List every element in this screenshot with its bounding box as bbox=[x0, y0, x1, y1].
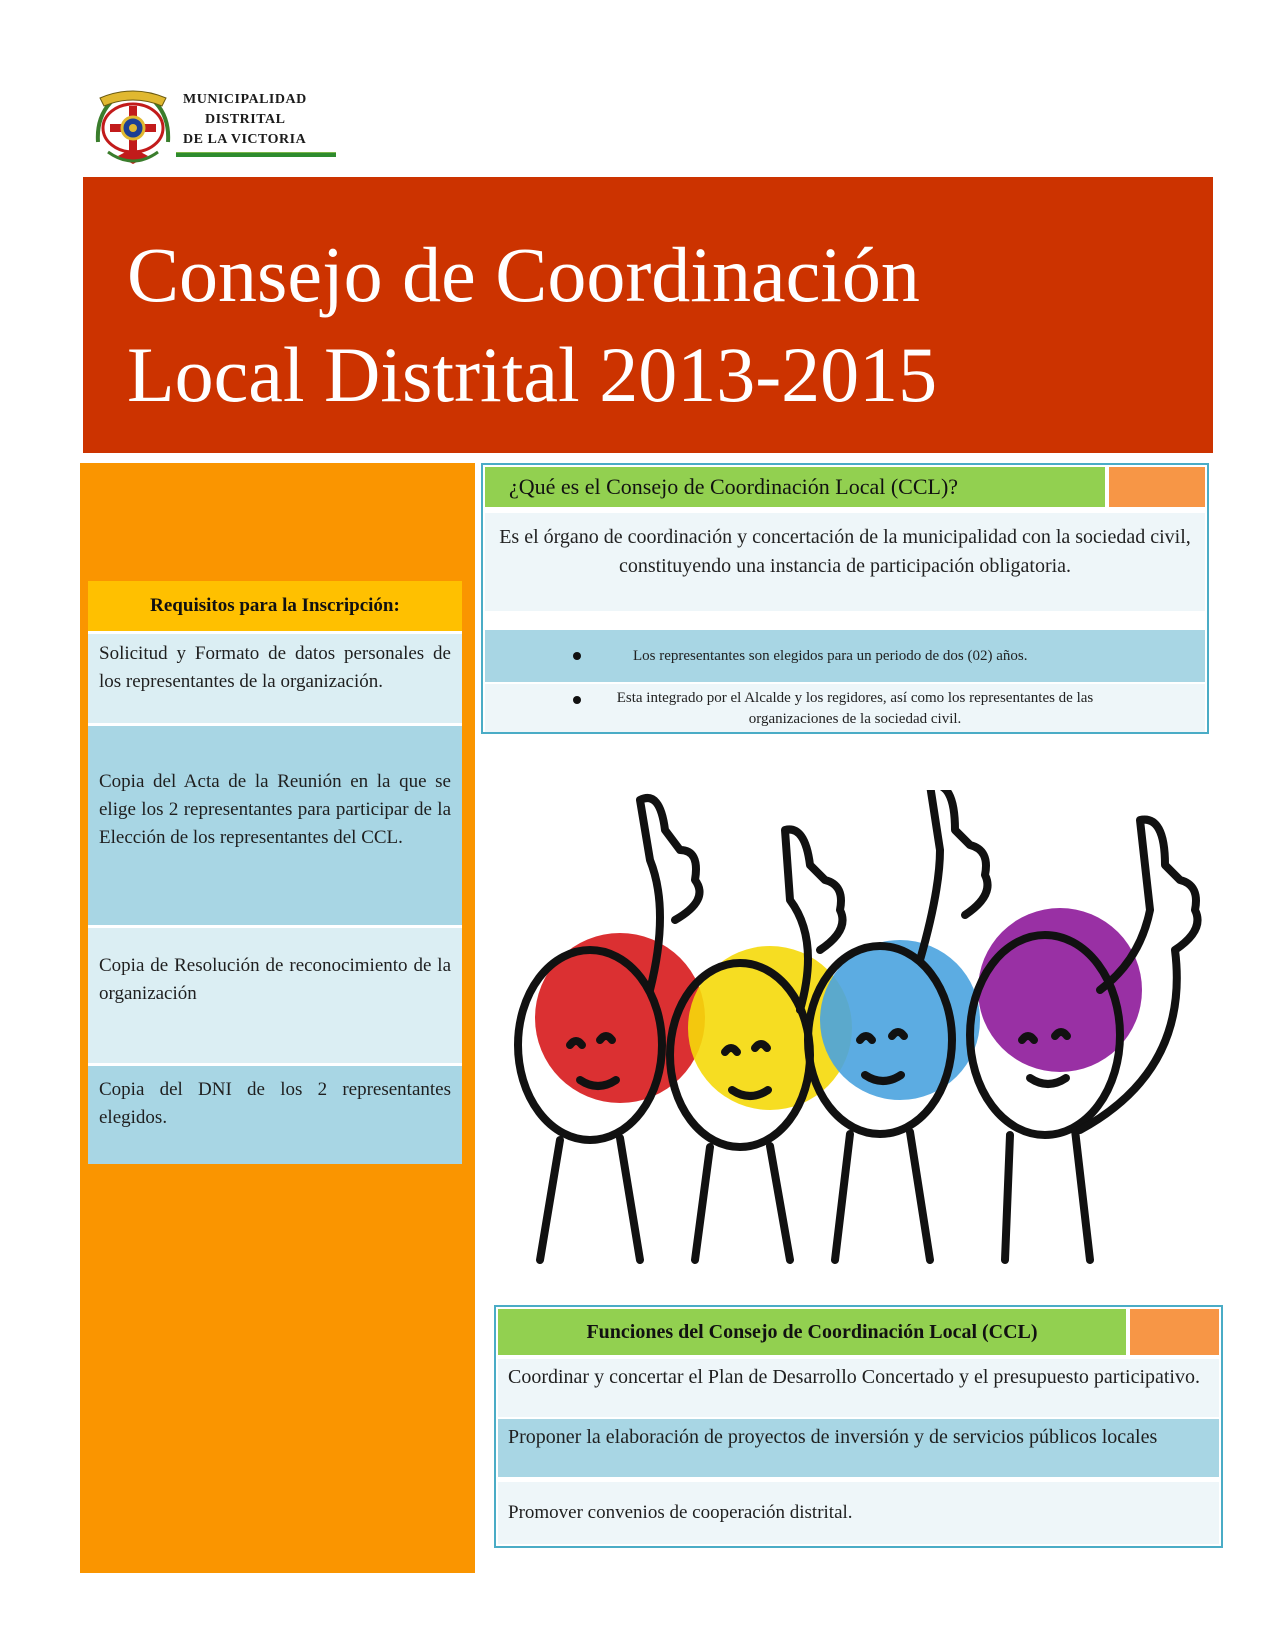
function-item: Proponer la elaboración de proyectos de inversión y de servicios públicos locales bbox=[498, 1419, 1219, 1477]
functions-header: Funciones del Consejo de Coordinación Local (CCL) bbox=[498, 1309, 1126, 1355]
requirement-item: Copia de Resolución de reconocimiento de la organización bbox=[88, 925, 462, 1063]
bullet-icon bbox=[573, 696, 581, 704]
page-title bbox=[127, 225, 1187, 425]
header-accent bbox=[1109, 467, 1205, 507]
logo-line-3: DE LA VICTORIA bbox=[183, 132, 307, 147]
ccl-bullet-item bbox=[485, 630, 1205, 682]
function-item: Coordinar y concertar el Plan de Desarrollo Concertado y el presupuesto participativo. bbox=[498, 1359, 1219, 1417]
logo-line-1: MUNICIPALIDAD bbox=[183, 92, 307, 107]
what-is-ccl-box bbox=[481, 463, 1209, 734]
function-item: Promover convenios de cooperación distrital. bbox=[498, 1482, 1219, 1544]
what-is-ccl-header: ¿Qué es el Consejo de Coordinación Local (CCL)? bbox=[485, 467, 1105, 507]
header-accent bbox=[1130, 1309, 1219, 1355]
title-banner bbox=[83, 177, 1213, 453]
bullet-text: Esta integrado por el Alcalde y los regidores, así como los representantes de las organizaciones de la sociedad civil. bbox=[616, 690, 1094, 727]
logo-line-2: DISTRITAL bbox=[205, 112, 286, 127]
bullet-text: Los representantes son elegidos para un periodo de dos (02) años. bbox=[633, 648, 1028, 664]
bullet-icon bbox=[573, 652, 581, 660]
logo-underline bbox=[176, 152, 336, 157]
raised-hand-people-illustration bbox=[500, 790, 1220, 1270]
logo-text bbox=[183, 90, 333, 150]
municipality-logo bbox=[88, 82, 338, 174]
ccl-description: Es el órgano de coordinación y concertación de la municipalidad con la sociedad civil, constituyendo una instancia de participación obligatoria. bbox=[485, 513, 1205, 611]
left-sidebar bbox=[80, 463, 475, 1573]
functions-box bbox=[494, 1305, 1223, 1548]
municipal-seal-icon bbox=[88, 82, 178, 172]
requirement-item: Solicitud y Formato de datos personales de los representantes de la organización. bbox=[88, 631, 462, 723]
title-line-2: Local Distrital 2013-2015 bbox=[127, 331, 938, 418]
title-line-1: Consejo de Coordinación bbox=[127, 231, 920, 318]
requirements-header: Requisitos para la Inscripción: bbox=[88, 581, 462, 631]
ccl-bullet-item bbox=[485, 684, 1205, 732]
requirement-item: Copia del DNI de los 2 representantes elegidos. bbox=[88, 1063, 462, 1164]
requirement-item: Copia del Acta de la Reunión en la que se elige los 2 representantes para participar de la Elección de los representantes del CCL. bbox=[88, 723, 462, 925]
requirements-table bbox=[88, 581, 462, 1164]
